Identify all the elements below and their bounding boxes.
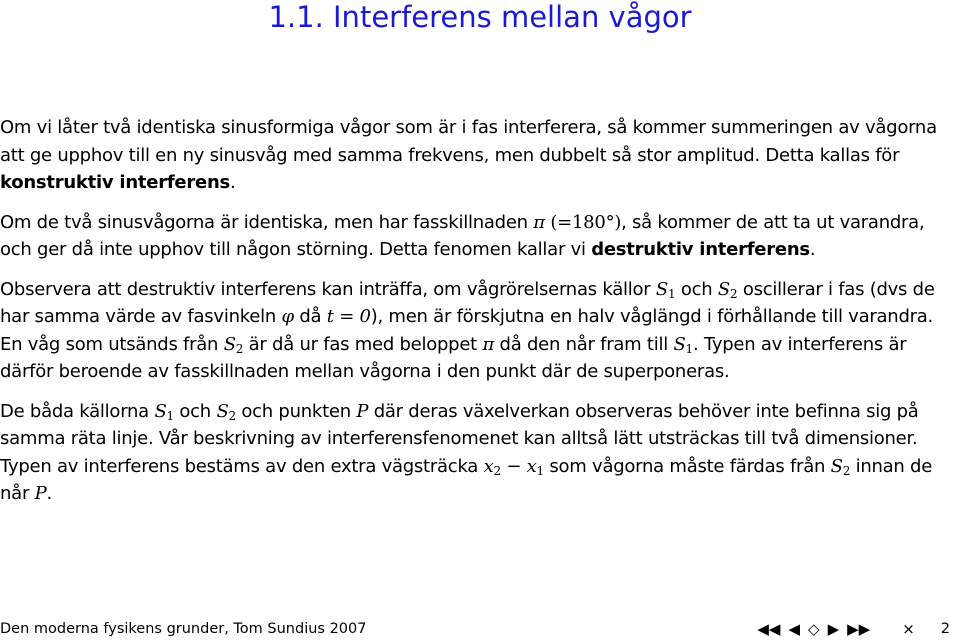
p4-math-s2: S <box>216 400 229 422</box>
p3-sub1: 1 <box>667 286 676 301</box>
p4-sub2b: 2 <box>842 463 851 478</box>
p3-math-s1b: S <box>673 333 686 355</box>
p3-sub1b: 1 <box>685 341 693 356</box>
nav-bar <box>757 619 950 639</box>
paragraph-1 <box>0 114 958 197</box>
p4-t6: innan de når <box>0 455 933 504</box>
p4-t7: . <box>46 483 52 504</box>
p3-math-pi: π <box>482 333 495 355</box>
paragraph-3 <box>0 276 958 386</box>
p3-t6: är då ur fas med beloppet <box>243 333 483 355</box>
p4-sub-x2: 2 <box>493 463 501 478</box>
p1-period: . <box>230 172 236 193</box>
p3-math-t-eq: t = 0 <box>326 306 371 327</box>
p4-math-s1: S <box>154 400 167 422</box>
footer-credit: Den moderna fysikens grunder, Tom Sundius 2007 <box>0 621 367 637</box>
p4-math-p: P <box>356 400 369 422</box>
p4-t1: De båda källorna <box>0 400 155 422</box>
p2-text-a: Om de två sinusvågorna är identiska, men har fasskillnaden <box>0 211 534 233</box>
p3-sub2: 2 <box>729 286 738 301</box>
p3-t7: då den når fram till <box>494 333 674 355</box>
close-icon[interactable]: × <box>902 620 915 638</box>
page-number: 2 <box>940 621 950 637</box>
slide-title: 1.1. Interferens mellan vågor <box>268 0 692 34</box>
p4-math-x2: x <box>483 455 494 477</box>
p2-period: . <box>809 239 816 260</box>
nav-toc-icon[interactable]: ◇ <box>808 620 820 638</box>
p3-t1: Observera att destruktiv interferens kan inträffa, om vågrörelsernas källor <box>0 278 656 300</box>
p4-math-p2: P <box>34 483 47 504</box>
p3-t8: . Typen av interferens är därför beroende av fasskillnaden mellan vågorna i den punkt där de superponeras. <box>0 333 907 382</box>
nav-next-icon[interactable]: ▶ <box>827 620 840 638</box>
p4-sub1: 1 <box>166 408 174 423</box>
nav-last-icon[interactable]: ▶▶ <box>847 620 871 638</box>
nav-first-icon[interactable]: ◀◀ <box>757 620 781 638</box>
p3-math-s1: S <box>655 278 668 300</box>
paragraph-2 <box>0 209 958 264</box>
slide-content <box>0 114 958 508</box>
p4-sub-x1: 1 <box>536 463 544 478</box>
p3-math-phi: φ <box>281 306 294 327</box>
p3-math-s2: S <box>717 278 730 300</box>
p3-sub2b: 2 <box>235 341 244 356</box>
p4-t3: och punkten <box>235 400 357 422</box>
p2-math-pi: π <box>533 211 545 233</box>
p3-math-s2b: S <box>223 333 236 355</box>
p4-math-x1: x <box>526 455 537 477</box>
p2-text-b: , så kommer de att ta ut varandra, och ger då inte upphov till någon störning. Detta fenomen kallar vi <box>0 211 925 260</box>
paragraph-4 <box>0 398 958 508</box>
p1-text: Om vi låter två identiska sinusformiga vågor som är i fas interferera, så kommer summeringen av vågorna att ge upphov till en ny sinusvåg med samma frekvens, men dubbelt så stor amplitud. Detta kallas för <box>0 117 937 166</box>
p2-math-deg: (=180°) <box>550 211 622 233</box>
p4-math-minus: − <box>500 455 527 477</box>
p4-math-s2b: S <box>830 455 843 477</box>
p4-t2: och <box>173 400 217 422</box>
nav-prev-icon[interactable]: ◀ <box>788 620 801 638</box>
p1-bold-term: konstruktiv interferens <box>0 172 230 193</box>
p3-t3: oscillerar i fas (dvs de har samma värde av fasvinkeln <box>0 278 935 327</box>
footer <box>0 619 960 639</box>
p3-t2: och <box>675 278 718 300</box>
p3-t4: då <box>293 306 327 327</box>
p2-bold-term: destruktiv interferens <box>591 239 810 260</box>
p4-t5: som vågorna måste färdas från <box>543 455 831 477</box>
p4-t4: där deras växelverkan observeras behöver inte befinna sig på samma räta linje. Vår beskrivning av interferensfenomenet kan alltså lätt utsträckas till två dimensioner. Typen av interferens bestäms av den extra vägsträcka <box>0 400 919 477</box>
p3-t5: ), men är förskjutna en halv våglängd i förhållande till varandra. En våg som utsänds från <box>0 306 934 355</box>
p4-sub2: 2 <box>228 408 236 423</box>
